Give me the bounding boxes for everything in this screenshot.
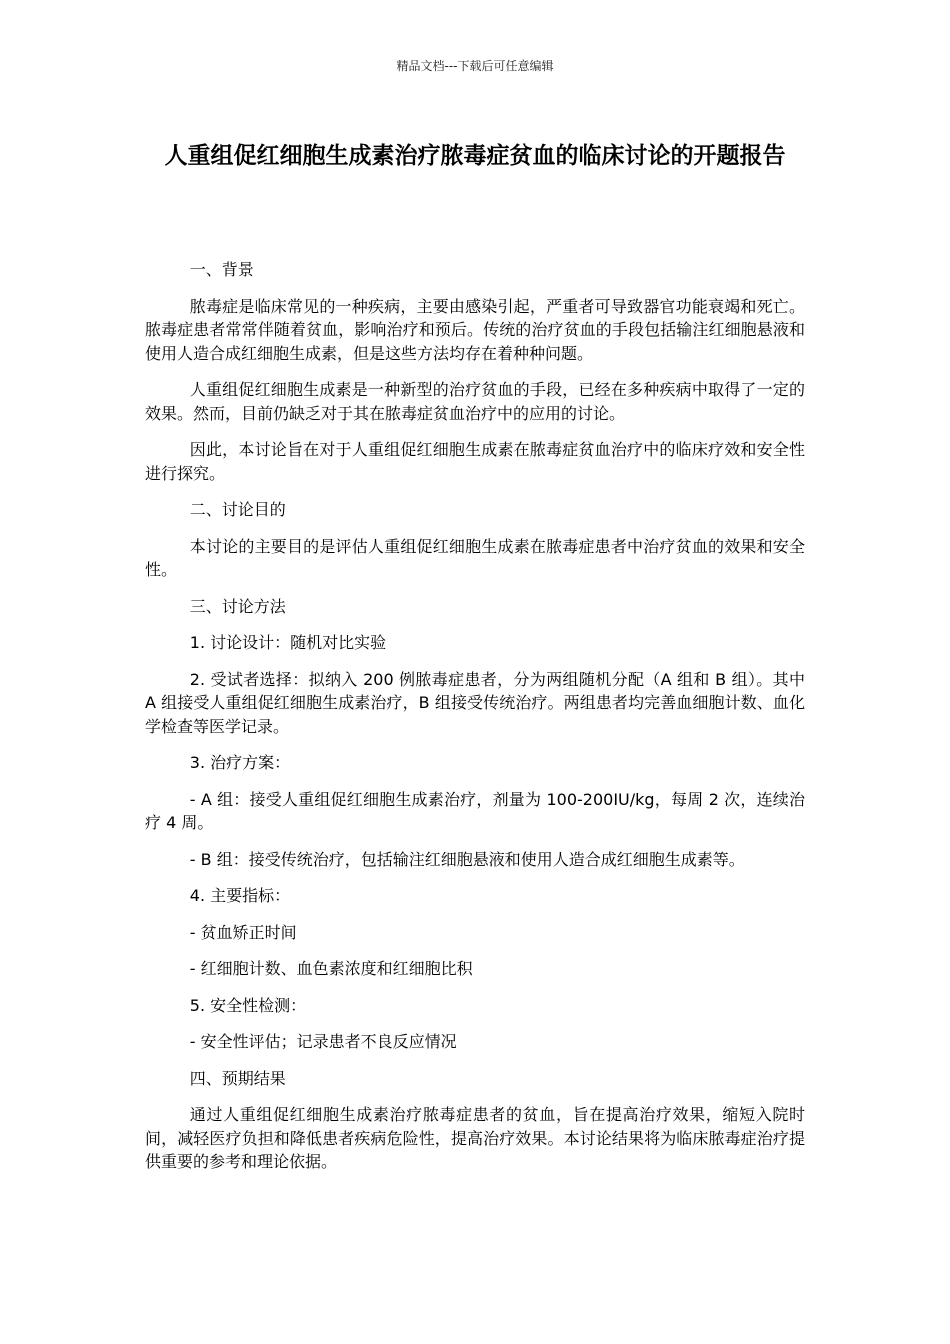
paragraph: 通过人重组促红细胞生成素治疗脓毒症患者的贫血，旨在提高治疗效果，缩短入院时间，减轻医疗负担和降低患者疾病危险性，提高治疗效果。本讨论结果将为临床脓毒症治疗提供重要的参考和理论依据。 (145, 1105, 805, 1171)
list-item: 3. 治疗方案： (189, 753, 291, 772)
paragraph: 因此，本讨论旨在对于人重组促红细胞生成素在脓毒症贫血治疗中的临床疗效和安全性进行探究。 (145, 440, 805, 483)
document-title: 人重组促红细胞生成素治疗脓毒症贫血的临床讨论的开题报告 (164, 143, 786, 169)
section-heading-expected-results: 四、预期结果 (189, 1068, 286, 1088)
list-item: - A 组：接受人重组促红细胞生成素治疗，剂量为 100-200IU/kg，每周 2 次，连续治疗 4 周。 (145, 789, 805, 832)
document-body (145, 258, 805, 1187)
list-item: 1. 讨论设计：随机对比实验 (189, 633, 387, 652)
paragraph: 本讨论的主要目的是评估人重组促红细胞生成素在脓毒症患者中治疗贫血的效果和安全性。 (145, 536, 805, 579)
section-heading-methods: 三、讨论方法 (189, 596, 286, 616)
list-item: 2. 受试者选择：拟纳入 200 例脓毒症患者，分为两组随机分配（A 组和 B 组）。其中 A 组接受人重组促红细胞生成素治疗，B 组接受传统治疗。两组患者均完善血细胞计数、血化学检查等医学记录。 (145, 669, 805, 736)
list-item: - 安全性评估；记录患者不良反应情况 (189, 1032, 457, 1051)
list-item: - 红细胞计数、血色素浓度和红细胞比积 (189, 959, 473, 978)
list-item: - B 组：接受传统治疗，包括输注红细胞悬液和使用人造合成红细胞生成素等。 (189, 849, 745, 869)
paragraph: 脓毒症是临床常见的一种疾病，主要由感染引起，严重者可导致器官功能衰竭和死亡。脓毒症患者常常伴随着贫血，影响治疗和预后。传统的治疗贫血的手段包括输注红细胞悬液和使用人造合成红细胞生成素，但是这些方法均存在着种种问题。 (145, 296, 805, 363)
section-heading-background: 一、背景 (189, 260, 254, 279)
list-item: - 贫血矫正时间 (189, 922, 297, 942)
page-header-note: 精品文档---下载后可任意编辑 (396, 59, 554, 73)
section-heading-purpose: 二、讨论目的 (189, 500, 286, 519)
list-item: 4. 主要指标： (189, 886, 291, 905)
paragraph: 人重组促红细胞生成素是一种新型的治疗贫血的手段，已经在多种疾病中取得了一定的效果。然而，目前仍缺乏对于其在脓毒症贫血治疗中的应用的讨论。 (145, 380, 805, 423)
list-item: 5. 安全性检测： (189, 995, 307, 1015)
